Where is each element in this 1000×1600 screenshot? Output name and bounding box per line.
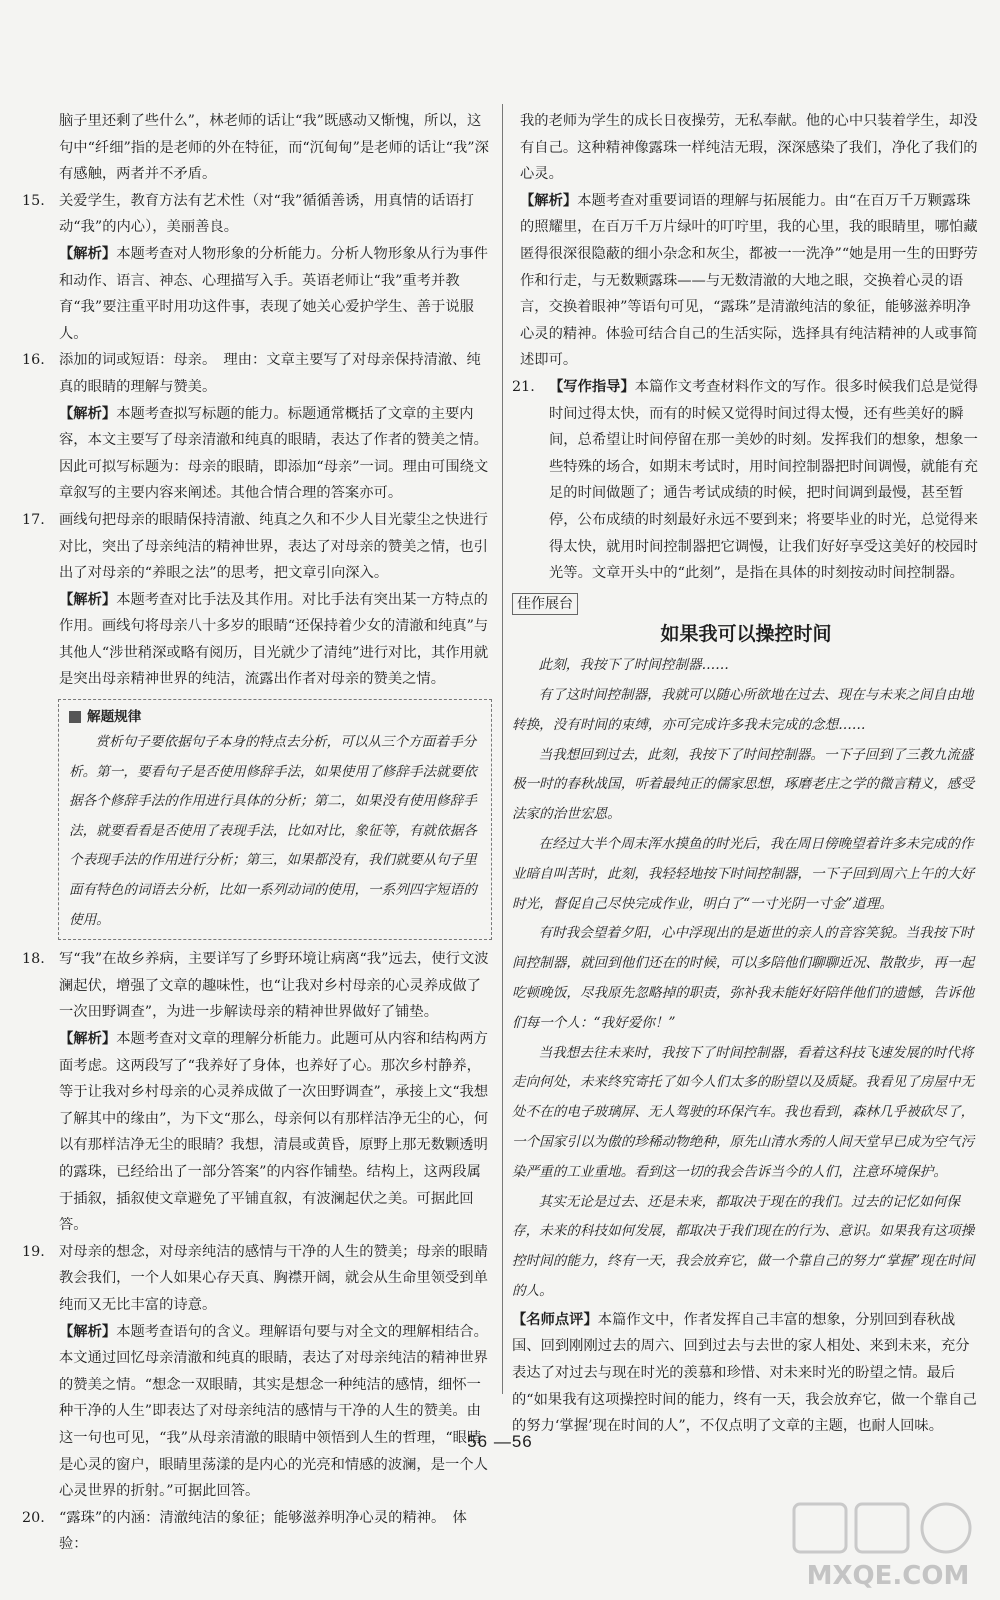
answer-text: 添加的词或短语：母亲。 理由：文章主要写了对母亲保持清澈、纯真的眼睛的理解与赞美。 (59, 352, 481, 395)
question-17 (22, 507, 492, 693)
analysis-text: 本题考查拟写标题的能力。标题通常概括了文章的主要内容，本文主要写了母亲清澈和纯真的眼睛，表达了作者的赞美之情。因此可拟写标题为：母亲的眼睛，即添加“母亲”一词。理由可围绕文章叙写的主要内容来阐述。其他合情合理的答案亦可。 (59, 405, 489, 502)
answer-text: 关爱学生，教育方法有艺术性（对“我”循循善诱，用真情的话语打动“我”的内心），美丽善良。 (59, 192, 474, 236)
teacher-comment-text: 本篇作文中，作者发挥自己丰富的想象，分别回到春秋战国、回到刚刚过去的周六、回到过去与去世的家人相处、来到未来，充分表达了对过去与现在时光的羡慕和珍惜、对未来时光的盼望之情。最后的“如果我有这项操控时间的能力，终有一天，我会放弃它，做一个靠自己的努力‘掌握’现在时间的人”，不仅点明了文章的主题，也耐人回味。 (512, 1311, 977, 1435)
question-16 (22, 347, 492, 507)
model-essay (512, 651, 980, 1307)
analysis-tag: 【解析】 (59, 1323, 117, 1340)
q14-continuation: 脑子里还剩了些什么”，林老师的话让“我”既感动又惭愧，所以，这句中“纤细”指的是老师的外在特征，而“沉甸甸”是老师的话让“我”深有感触，两者并不矛盾。 (59, 113, 489, 183)
question-19 (22, 1239, 492, 1505)
right-column (512, 108, 980, 1440)
question-number: 18. (22, 951, 45, 968)
analysis-text: 本题考查对文章的理解分析能力。此题可从内容和结构两方面考虑。这两段写了“我养好了身体，也养好了心。那次乡村静养，等于让我对乡村母亲的心灵养成做了一次田野调查”，承接上文“我想了解其中的缘由”，为下文“那么，母亲何以有那样洁净无尘的心，何以有那样洁净无尘的眼睛？我想，清晨或黄昏，原野上那无数颗透明的露珠，已经给出了一部分答案”的内容作铺垫。结构上，这两段属于插叙，插叙使文章避免了平铺直叙，有波澜起伏之美。可据此回答。 (59, 1031, 489, 1234)
essay-paragraph: 有了这时间控制器，我就可以随心所欲地在过去、现在与未来之间自由地转换，没有时间的束缚，亦可完成许多我未完成的念想…… (512, 687, 974, 733)
analysis-text: 本题考查语句的含义。理解语句要与对全文的理解相结合。本文通过回忆母亲清澈和纯真的眼睛，表达了对母亲纯洁的精神世界的赞美之情。“想念一双眼睛，其实是想念一种纯洁的感情，细怀一种干净的人生”即表达了对母亲纯洁的感情与干净的人生的赞美。由这一句也可见，“我”从母亲清澈的眼睛中领悟到人生的哲理，“眼睛是心灵的窗户，眼睛里荡漾的是内心的光亮和情感的波澜，是一个人心灵世界的折射。”可据此回答。 (59, 1323, 488, 1500)
answer-text: 画线句把母亲的眼睛保持清澈、纯真之久和不少人目光蒙尘之快进行对比，突出了母亲纯洁的精神世界，表达了对母亲的赞美之情，也引出了对母亲的“养眼之法”的思考，把文章引向深入。 (59, 511, 488, 582)
left-column (22, 108, 492, 1558)
question-number: 21. (512, 378, 535, 395)
question-number: 17. (22, 511, 45, 528)
essay-paragraph: 其实无论是过去、还是未来，都取决于现在的我们。过去的记忆如何保存，未来的科技如何发展，都取决于我们现在的行为、意识。如果我有这项操控时间的能力，终有一天，我会放弃它，做一个靠自己的努力“掌握”现在时间的人。 (512, 1193, 975, 1300)
tip-title: 解题规律 (87, 709, 142, 726)
column-divider (502, 104, 503, 1394)
question-20 (22, 1505, 492, 1558)
essay-paragraph: 有时我会望着夕阳，心中浮现出的是逝世的亲人的音容笑貌。当我按下时间控制器，就回到他们还在的时候，可以多陪他们聊聊近况、散散步，再一起吃顿晚饭，尽我原先忽略掉的职责，弥补我未能好好陪伴他们的遗憾，告诉他们每一个人：“我好爱你！” (512, 925, 975, 1031)
answer-text: “露珠”的内涵：清澈纯洁的象征；能够滋养明净心灵的精神。 体验： (59, 1509, 467, 1553)
question-15 (22, 188, 492, 348)
essay-paragraph: 当我想去往未来时，我按下了时间控制器，看着这科技飞速发展的时代将走向何处，未来终究寄托了如今人们太多的盼望以及质疑。我看见了房屋中无处不在的电子玻璃屏、无人驾驶的环保汽车。我也看到，森林几乎被砍尽了，一个国家引以为傲的珍稀动物绝种，原先山清水秀的人间天堂早已成为空气污染严重的工业重地。看到这一切的我会告诉当今的人们，注意环境保护。 (512, 1044, 975, 1180)
essay-paragraph: 此刻，我按下了时间控制器…… (538, 657, 729, 674)
svg-text:MXQE.COM: MXQE.COM (806, 1561, 970, 1591)
answer-text: 写“我”在故乡养病，主要详写了乡野环境让病离“我”远去，使行文波澜起伏，增强了文章的趣味性，也“让我对乡村母亲的心灵养成做了一次田野调查”，为进一步解读母亲的精神世界做好了铺垫。 (59, 951, 489, 1021)
page-number: 56 —56 (467, 1432, 533, 1451)
writing-guide-text: 本篇作文考查材料作文的写作。很多时候我们总是觉得时间过得太快，而有的时候又觉得时间过得太慢，还有些美好的瞬间，总希望让时间停留在那一美妙的时刻。发挥我们的想象，想象一些特殊的场合，如期末考试时，用时间控制器把时间调慢，就能有充足的时间做题了；通告考试成绩的时候，把时间调到最慢，甚至暂停，公布成绩的时刻最好永远不要到来；将要毕业的时光，总觉得来得太快，就用时间控制器把它调慢，让我们好好享受这美好的校园时光等。文章开头中的“此刻”，是指在具体的时刻按动时间控制器。 (549, 378, 978, 582)
teacher-comment-tag: 【名师点评】 (512, 1311, 598, 1328)
watermark-logo (790, 1498, 986, 1594)
analysis-tag: 【解析】 (59, 245, 117, 262)
showcase-section-tag: 佳作展台 (512, 593, 578, 615)
solving-tip-box (58, 699, 492, 940)
analysis-text: 本题考查对人物形象的分析能力。分析人物形象从行为事件和动作、语言、神态、心理描写入手。英语老师让“我”重考并教育“我”要注重平时用功这件事，表现了她关心爱护学生、善于说服人。 (59, 245, 488, 342)
answer-text: 对母亲的想念，对母亲纯洁的感情与干净的人生的赞美；母亲的眼睛教会我们，一个人如果心存天真、胸襟开阔，就会从生命里领受到单纯而又无比丰富的诗意。 (59, 1243, 488, 1313)
analysis-text: 本题考查对比手法及其作用。对比手法有突出某一方特点的作用。画线句将母亲八十多岁的眼睛“还保持着少女的清澈和纯真”与其他人“涉世稍深或略有阅历，目光就少了清纯”进行对比，其作用就是突出母亲精神世界的纯洁，流露出作者对母亲的赞美之情。 (59, 591, 489, 688)
essay-paragraph: 当我想回到过去，此刻，我按下了时间控制器。一下子回到了三教九流盛极一时的春秋战国，听着最纯正的儒家思想，琢磨老庄之学的微言精义，感受法家的治世宏恩。 (512, 746, 975, 823)
analysis-tag: 【解析】 (59, 405, 117, 422)
question-number: 15. (22, 192, 45, 209)
analysis-text: 本题考查对重要词语的理解与拓展能力。由“在百万千万颗露珠的照耀里，在百万千万片绿叶的叮咛里，我的心里，我的眼睛里，哪怕藏匿得很深很隐蔽的细小杂念和灰尘，都被一一洗净”“她是用一生的田野劳作和行走，与无数颗露珠——与无数清澈的大地之眼，交换着心灵的语言，交换着眼神”等语句可见，“露珠”是清澈纯洁的象征，能够滋养明净心灵的精神。体验可结合自己的生活实际，选择具有纯洁精神的人或事简述即可。 (520, 192, 978, 369)
writing-guide-tag: 【写作指导】 (549, 378, 635, 395)
analysis-tag: 【解析】 (520, 192, 578, 209)
tip-icon (69, 711, 81, 723)
question-number: 20. (22, 1509, 45, 1526)
tip-text: 赏析句子要依据句子本身的特点去分析，可以从三个方面着手分析。第一，要看句子是否使用修辞手法，如果使用了修辞手法就要依据各个修辞手法的作用进行具体的分析；第二，如果没有使用修辞手法，就要看看是否使用了表现手法，比如对比，象征等，有就依据各个表现手法的作用进行分析；第三，如果都没有，我们就要从句子里面有特色的词语去分析，比如一系列动词的使用，一系列四字短语的使用。 (69, 734, 477, 928)
q20-continuation: 我的老师为学生的成长日夜操劳，无私奉献。他的心中只装着学生，却没有自己。这种精神像露珠一样纯洁无瑕，深深感染了我们，净化了我们的心灵。 (520, 113, 978, 183)
question-number: 16. (22, 352, 45, 369)
analysis-tag: 【解析】 (59, 591, 117, 608)
analysis-tag: 【解析】 (59, 1031, 117, 1047)
question-number: 19. (22, 1243, 45, 1260)
question-21 (512, 374, 980, 587)
essay-title: 如果我可以操控时间 (660, 623, 832, 646)
essay-paragraph: 在经过大半个周末浑水摸鱼的时光后，我在周日傍晚望着许多未完成的作业暗自叫苦时，此刻，我轻轻地按下时间控制器，一下子回到周六上午的大好时光，督促自己尽快完成作业，明白了“一寸光阴一寸金”道理。 (512, 836, 975, 912)
question-18 (22, 946, 492, 1239)
